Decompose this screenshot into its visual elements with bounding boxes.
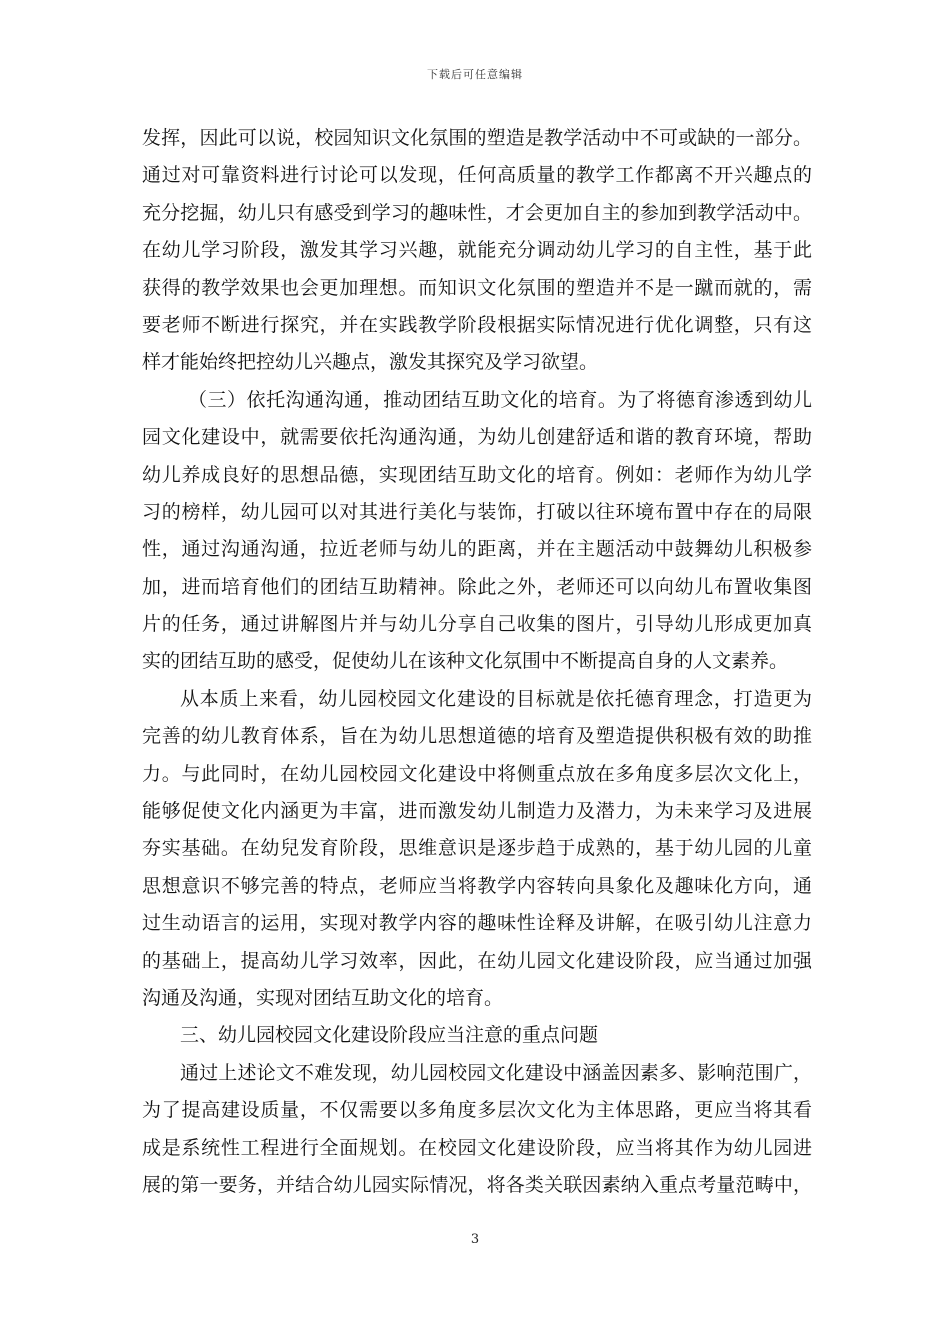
paragraph-first-line: 从本质上来看，幼儿园校园文化建设的目标就是依托德育理念，打造更为: [180, 687, 812, 710]
text-line: 幼儿养成良好的思想品德，实现团结互助文化的培育。例如：老师作为幼儿学: [142, 463, 812, 486]
text-line: 发挥，因此可以说，校园知识文化氛围的塑造是教学活动中不可或缺的一部分。: [142, 127, 812, 149]
page-header: 下载后可任意编辑: [427, 68, 523, 81]
text-line: 展的第一要务，并结合幼儿园实际情况，将各类关联因素纳入重点考量范畴中，: [142, 1173, 812, 1196]
text-line: 园文化建设中，就需要依托沟通沟通，为幼儿创建舒适和谐的教育环境，帮助: [142, 426, 812, 449]
text-line: 加，进而培育他们的团结互助精神。除此之外，老师还可以向幼儿布置收集图: [142, 575, 812, 598]
text-line: 获得的教学效果也会更加理想。而知识文化氛围的塑造并不是一蹴而就的，需: [142, 276, 812, 299]
text-line: 的基础上，提高幼儿学习效率，因此，在幼儿园文化建设阶段，应当通过加强: [142, 949, 812, 972]
document-body: [142, 120, 812, 1204]
page-number: 3: [470, 1232, 480, 1247]
text-line: 夯实基础。在幼兒发育阶段，思维意识是逐步趋于成熟的，基于幼儿园的儿童: [142, 837, 812, 860]
section-title: 三、幼儿园校园文化建设阶段应当注意的重点问题: [180, 1024, 599, 1047]
text-line: 习的榜样，幼儿园可以对其进行美化与装饰，打破以往环境布置中存在的局限: [142, 500, 812, 523]
text-line: 成是系统性工程进行全面规划。在校园文化建设阶段，应当将其作为幼儿园进: [142, 1136, 812, 1159]
text-line: 沟通及沟通，实现对团结互助文化的培育。: [142, 986, 504, 1009]
section-heading-line: （三）依托沟通沟通，推动团结互助文化的培育。为了将德育渗透到幼儿: [188, 388, 812, 411]
text-line: 片的任务，通过讲解图片并与幼儿分享自己收集的图片，引导幼儿形成更加真: [142, 613, 812, 636]
text-line: 为了提高建设质量，不仅需要以多角度多层次文化为主体思路，更应当将其看: [142, 1099, 812, 1122]
text-line: 能够促使文化内涵更为丰富，进而激发幼儿制造力及潜力，为未来学习及进展: [142, 800, 812, 823]
text-line: 过生动语言的运用，实现对教学内容的趣味性诠释及讲解，在吸引幼儿注意力: [142, 912, 812, 935]
text-line: 要老师不断进行探究，并在实践教学阶段根据实际情况进行优化调整，只有这: [142, 313, 812, 336]
text-line: 通过对可靠资料进行讨论可以发现，任何高质量的教学工作都离不开兴趣点的: [142, 164, 812, 187]
text-line: 实的团结互助的感受，促使幼儿在该种文化氛围中不断提高自身的人文素养。: [142, 650, 789, 673]
text-line: 力。与此同时，在幼儿园校园文化建设中将侧重点放在多角度多层次文化上，: [142, 762, 812, 785]
text-line: 在幼儿学习阶段，激发其学习兴趣，就能充分调动幼儿学习的自主性，基于此: [142, 239, 812, 262]
paragraph-first-line: 通过上述论文不难发现，幼儿园校园文化建设中涵盖因素多、影响范围广，: [180, 1061, 812, 1084]
text-line: 思想意识不够完善的特点，老师应当将教学内容转向具象化及趣味化方向，通: [142, 874, 812, 897]
text-line: 充分挖掘，幼儿只有感受到学习的趣味性，才会更加自主的参加到教学活动中。: [142, 201, 812, 224]
text-line: 样才能始终把控幼儿兴趣点，激发其探究及学习欲望。: [142, 351, 599, 374]
text-line: 完善的幼儿教育体系，旨在为幼儿思想道德的培育及塑造提供积极有效的助推: [142, 725, 812, 748]
text-line: 性，通过沟通沟通，拉近老师与幼儿的距离，并在主题活动中鼓舞幼儿积极参: [142, 538, 812, 561]
